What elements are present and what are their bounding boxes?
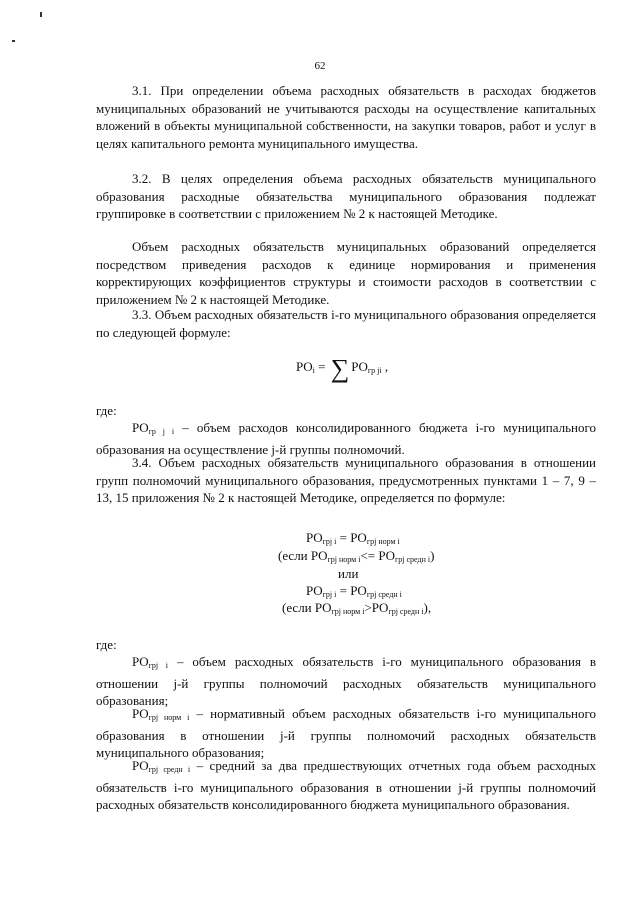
definition-po-grj-norm: $PO_{грj норм i}$ – нормативный объем расходных обязательств i-го муниципального образования в отношении j-й группы полномочий расходных обязательств муниципального образования; (96, 706, 597, 760)
formula-sum: $PO_i$ = ∑ $PO_{гр ji}$ , (296, 354, 389, 383)
formula-line-4: $PO_{грj i} = PO_{грj средн i}$ (306, 583, 402, 599)
paragraph-3-1: 3.1. При определении объема расходных обязательств в расходах бюджетов муниципальных образований не учитываются расходы на осуществление капитальных вложений в объекты муниципальной собственности, на закупки товаров, работ и услуг в целях капитального ремонта муниципального имущества. (96, 83, 596, 151)
paragraph-3-3: 3.3. Объем расходных обязательств i-го муниципального образования определяется по следующей формуле: (96, 307, 596, 340)
paragraph-3-2: 3.2. В целях определения объема расходных обязательств муниципального образования расходные обязательства муниципального образования подлежат группировке в соответствии с приложением № 2 к настоящей Методике. (96, 171, 596, 221)
paragraph-3-4: 3.4. Объем расходных обязательств муниципального образования в отношении групп полномочий муниципального образования, предусмотренных пунктами 1 – 7, 9 – 13, 15 приложения № 2 к настоящей Методике, определяется по формуле: (96, 455, 596, 505)
paragraph-volume: Объем расходных обязательств муниципальных образований определяется посредством приведения расходов к единице нормирования и применения корректирующих коэффициентов структуры и стоимости расходов в соответствии с приложением № 2 к настоящей Методике. (96, 239, 596, 307)
page-number: 62 (314, 60, 326, 72)
where-label: где: (96, 403, 117, 418)
definition-po-grj-i: $PO_{грj i}$ – объем расходных обязательств i-го муниципального образования в отношении j-й группы полномочий расходных обязательств муниципального образования; (96, 654, 596, 708)
formula-line-5: (если $PO_{грj норм i}>PO_{грj средн i}$), (282, 600, 432, 616)
scan-mark (40, 12, 42, 17)
formula-line-2: (если $PO_{грj норм i}<= PO_{грj средн i}$) (278, 548, 435, 564)
definition-po-grj-sredn: $PO_{грj средн i}$ – средний за два предшествующих отчетных года объем расходных обязательств i-го муниципального образования в отношении j-й группы полномочий расходных обязательств консолидированного бюджета муниципального образования. (96, 758, 596, 812)
formula-or: или (338, 566, 359, 581)
formula-line-1: $PO_{грj i} = PO_{грj норм i}$ (306, 530, 400, 546)
definition-po-gr-ji: $PO_{гр j i}$ – объем расходов консолидированного бюджета i-го муниципального образования на осуществление j-й группы полномочий. (96, 420, 596, 457)
scan-mark (12, 40, 15, 42)
where-label: где: (96, 637, 117, 652)
